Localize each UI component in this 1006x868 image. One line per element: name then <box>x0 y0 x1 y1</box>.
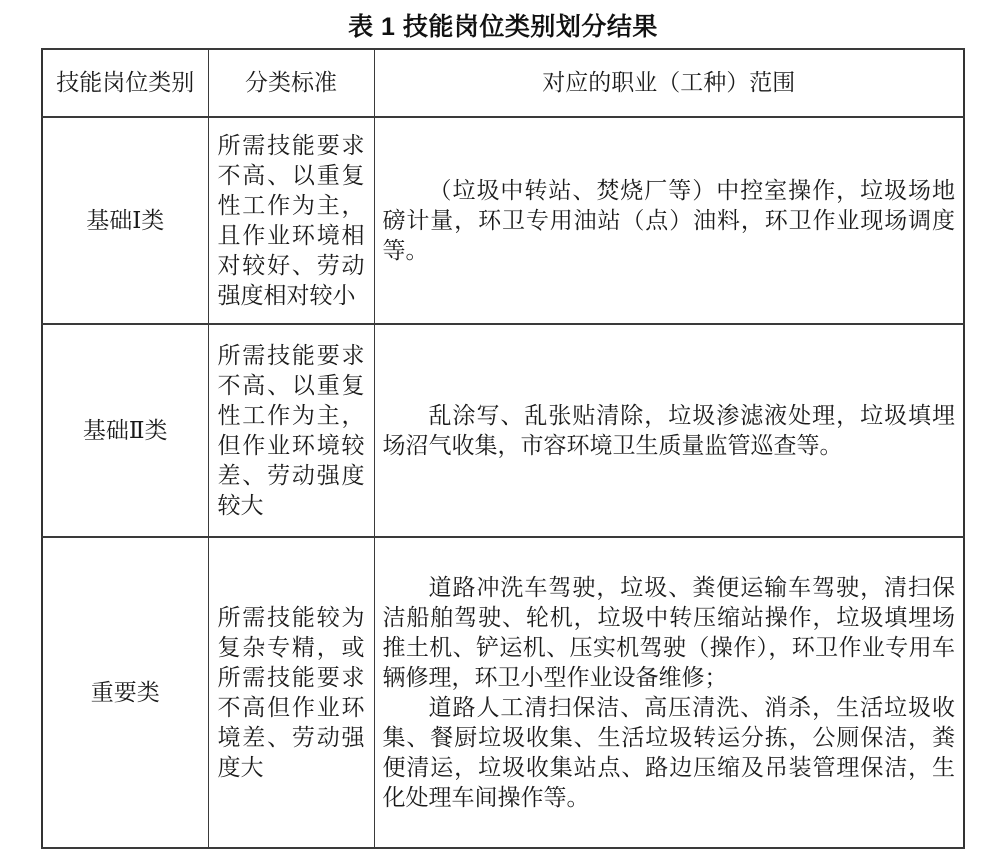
criteria-basic-2: 所需技能要求不高、以重复性工作为主，但作业环境较差、劳动强度较大 <box>208 324 374 537</box>
header-classification-criteria: 分类标准 <box>208 49 374 117</box>
criteria-important: 所需技能较为复杂专精，或所需技能要求不高但作业环境差、劳动强度大 <box>208 537 374 848</box>
table-caption: 表 1 技能岗位类别划分结果 <box>348 13 658 41</box>
table-row <box>42 117 964 324</box>
scope-basic-1 <box>374 117 964 324</box>
scope-paragraph: 道路冲洗车驾驶，垃圾、粪便运输车驾驶，清扫保洁船舶驾驶、轮机，垃圾中转压缩站操作，垃圾填埋场推土机、铲运机、压实机驾驶（操作），环卫作业专用车辆修理，环卫小型作业设备维修； <box>382 574 955 690</box>
table-row <box>42 324 964 537</box>
table-row <box>42 537 964 848</box>
criteria-basic-1: 所需技能要求不高、以重复性工作为主，且作业环境相对较好、劳动强度相对较小 <box>208 117 374 324</box>
category-important: 重要类 <box>42 537 208 848</box>
scope-important <box>374 537 964 848</box>
category-basic-1: 基础Ⅰ类 <box>42 117 208 324</box>
category-basic-2: 基础Ⅱ类 <box>42 324 208 537</box>
header-occupation-scope: 对应的职业（工种）范围 <box>374 49 964 117</box>
scope-paragraph: 乱涂写、乱张贴清除，垃圾渗滤液处理，垃圾填埋场沼气收集，市容环境卫生质量监管巡查等。 <box>382 402 955 458</box>
header-skill-category: 技能岗位类别 <box>42 49 208 117</box>
table-header-row <box>42 49 964 117</box>
scope-basic-2 <box>374 324 964 537</box>
scope-paragraph: （垃圾中转站、焚烧厂等）中控室操作，垃圾场地磅计量，环卫专用油站（点）油料，环卫作业现场调度等。 <box>382 177 955 263</box>
skill-category-table <box>41 48 965 849</box>
scope-paragraph: 道路人工清扫保洁、高压清洗、消杀，生活垃圾收集、餐厨垃圾收集、生活垃圾转运分拣，公厕保洁，粪便清运，垃圾收集站点、路边压缩及吊装管理保洁，生化处理车间操作等。 <box>382 694 955 810</box>
